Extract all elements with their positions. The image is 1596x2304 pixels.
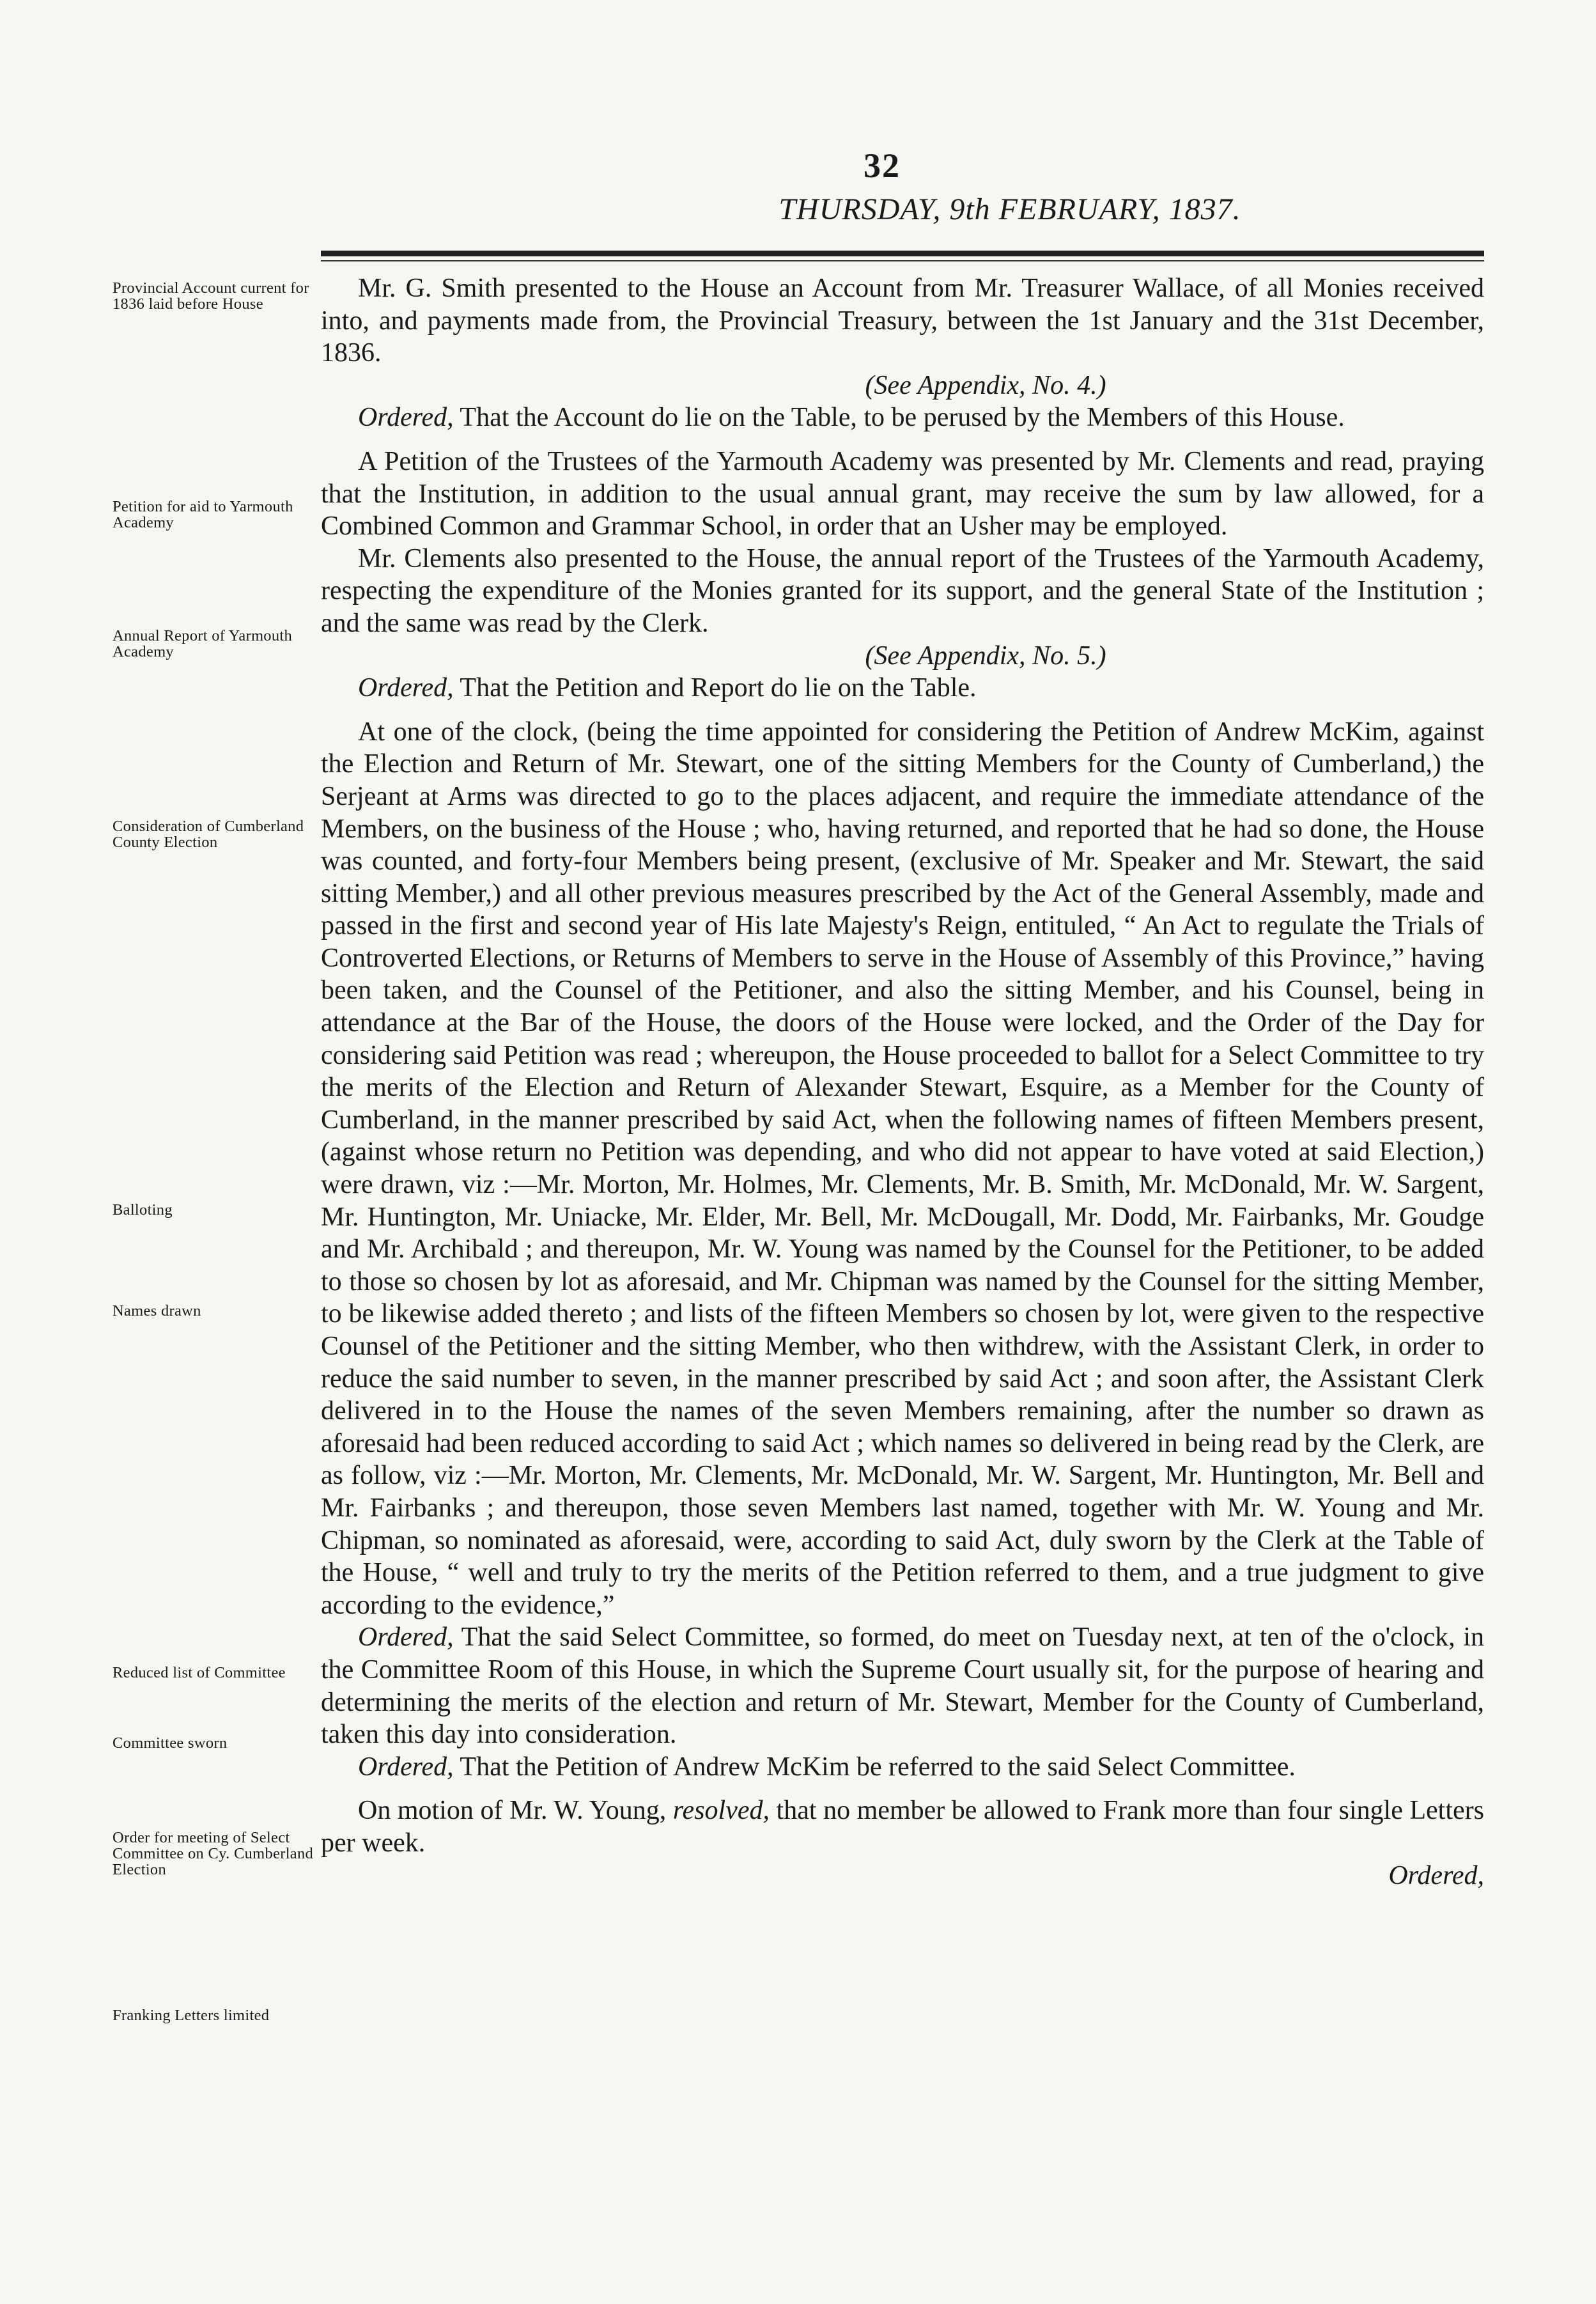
- franking-text-a: On motion of Mr. W. Young,: [358, 1796, 673, 1826]
- paragraph-order-referral: [321, 1751, 1484, 1784]
- paragraph-order-meeting: [321, 1621, 1484, 1750]
- order-text: That the said Select Committee, so formed, do meet on Tuesday next, at ten of the o'clock, in the Committee Room of this House, in which the Supreme Court usually sit, for the purpose of hearing and determining the merits of the election and return of Mr. Stewart, Member for the County of Cumberland, taken this day into consideration.: [321, 1623, 1484, 1750]
- header-rule-thin: [321, 260, 1484, 261]
- ordered-label: Ordered,: [358, 673, 454, 703]
- margin-note-balloting: Balloting: [112, 1201, 173, 1218]
- ordered-label: Ordered,: [358, 1752, 454, 1782]
- order-text: That the Account do lie on the Table, to be perused by the Members of this House.: [453, 403, 1345, 433]
- running-head: THURSDAY, 9th FEBRUARY, 1837.: [779, 192, 1241, 226]
- header-rule-thick: [321, 251, 1484, 256]
- paragraph-order-report: [321, 672, 1484, 704]
- margin-note-cumberland-election: Consideration of Cumberland County Election: [112, 818, 304, 851]
- margin-note-annual-report: Annual Report of Yarmouth Academy: [112, 627, 293, 660]
- margin-notes: [112, 0, 317, 2304]
- appendix-reference-5: (See Appendix, No. 5.): [865, 641, 1106, 671]
- margin-note-names-drawn: Names drawn: [112, 1302, 201, 1319]
- margin-note-committee-sworn: Committee sworn: [112, 1734, 228, 1752]
- paragraph-provincial-account: Mr. G. Smith presented to the House an Account from Mr. Treasurer Wallace, of all Monies received into, and payments made from, the Provincial Treasury, between the 1st January and the 31st December, 1836.: [321, 274, 1484, 368]
- paragraph-order-account: [321, 401, 1484, 434]
- ordered-label: Ordered,: [358, 1623, 454, 1653]
- margin-note-order-meeting: Order for meeting of Select Committee on Cy. Cumberland Election: [112, 1829, 314, 1878]
- paragraph-annual-report: Mr. Clements also presented to the House, the annual report of the Trustees of the Yarmouth Academy, respecting the expenditure of the Monies granted for its support, and the general State of the Institution ; and the same was read by the Clerk.: [321, 543, 1484, 638]
- margin-note-petition-yarmouth: Petition for aid to Yarmouth Academy: [112, 498, 293, 531]
- paragraph-franking: [321, 1794, 1484, 1859]
- order-text: That the Petition and Report do lie on the Table.: [453, 673, 977, 703]
- margin-note-provincial-account: Provincial Account current for 1836 laid before House: [112, 279, 309, 313]
- order-text: That the Petition of Andrew McKim be referred to the said Select Committee.: [453, 1752, 1296, 1782]
- margin-note-reduced-list: Reduced list of Committee: [112, 1664, 286, 1681]
- paragraph-cumberland-election: At one of the clock, (being the time appointed for considering the Petition of Andrew McKim, against the Election and Return of Mr. Stewart, one of the sitting Members for the County of Cumberland,) the Serjeant at Arms was directed to go to the places adjacent, and require the immediate attendance of the Members, on the business of the House ; who, having returned, and reported that he had so done, the House was counted, and forty-four Members being present, (exclusive of Mr. Speaker and Mr. Stewart, the said sitting Member,) and all other previous measures prescribed by the Act of the General Assembly, made and passed in the first and second year of His late Majesty's Reign, entituled, “ An Act to regulate the Trials of Controverted Elections, or Returns of Members to serve in the House of Assembly of this Province,” having been taken, and the Counsel of the Petitioner, and also the sitting Member, and his Counsel, being in attendance at the Bar of the House, the doors of the House were locked, and the Order of the Day for considering said Petition was read ; whereupon, the House proceeded to ballot for a Select Committee to try the merits of the Election and Return of Alexander Stewart, Esquire, as a Member for the County of Cumberland, in the manner prescribed by said Act, when the following names of fifteen Members present, (against whose return no Petition was depending, and who did not appear to have voted at said Election,) were drawn, viz :—Mr. Morton, Mr. Holmes, Mr. Clements, Mr. B. Smith, Mr. McDonald, Mr. W. Sargent, Mr. Huntington, Mr. Uniacke, Mr. Elder, Mr. Bell, Mr. McDougall, Mr. Dodd, Mr. Fairbanks, Mr. Goudge and Mr. Archibald ; and thereupon, Mr. W. Young was named by the Counsel for the Petitioner, to be added to those so chosen by lot as aforesaid, and Mr. Chipman was named by the Counsel for the sitting Member, to be likewise added thereto ; and lists of the fifteen Members so chosen by lot, were given to the respective Counsel of the Petitioner and the sitting Member, who then withdrew, with the Assistant Clerk, in order to reduce the said number to seven, in the manner prescribed by said Act ; and soon after, the Assistant Clerk delivered in to the House the names of the seven Members remaining, after the number so drawn as aforesaid had been reduced according to said Act ; which names so delivered in being read by the Clerk, are as follow, viz :—Mr. Morton, Mr. Clements, Mr. McDonald, Mr. W. Sargent, Mr. Huntington, Mr. Bell and Mr. Fairbanks ; and thereupon, those seven Members last named, together with Mr. W. Young and Mr. Chipman, so nominated as aforesaid, were, according to said Act, duly sworn by the Clerk at the Table of the House, “ well and truly to try the merits of the Petition referred to them, and a true judgment to give according to the evidence,”: [321, 717, 1484, 1620]
- catchword-line: [321, 1860, 1484, 1892]
- document-body: [321, 272, 1484, 1892]
- resolved-label: resolved,: [672, 1796, 770, 1826]
- franking-text-b: that no member be allowed to Frank more than four single Letters per week.: [321, 1796, 1484, 1858]
- catchword: Ordered,: [1388, 1860, 1484, 1890]
- page-number: 32: [864, 146, 901, 185]
- appendix-reference-4: (See Appendix, No. 4.): [865, 370, 1106, 400]
- paragraph-petition-yarmouth: A Petition of the Trustees of the Yarmouth Academy was presented by Mr. Clements and read, praying that the Institution, in addition to the usual annual grant, may receive the sum by law allowed, for a Combined Common and Grammar School, in order that an Usher may be employed.: [321, 446, 1484, 541]
- ordered-label: Ordered,: [358, 403, 454, 433]
- margin-note-franking: Franking Letters limited: [112, 2007, 270, 2024]
